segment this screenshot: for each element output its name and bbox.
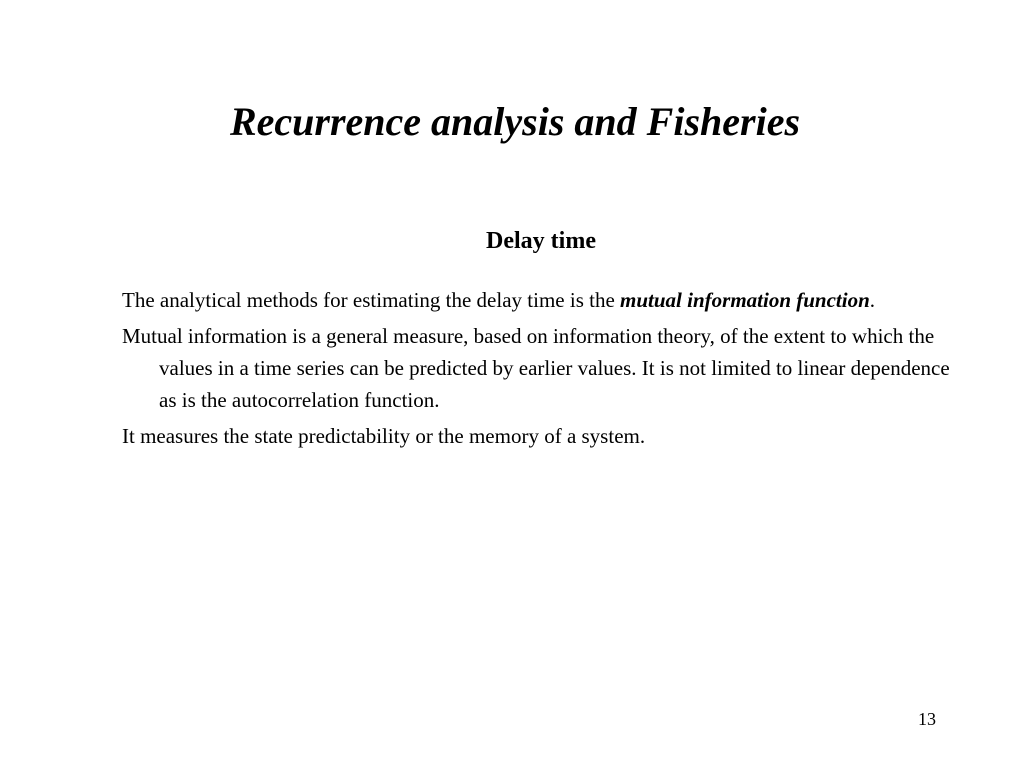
paragraph-text: The analytical methods for estimating the delay time is the	[122, 288, 621, 312]
page-number: 13	[918, 709, 936, 729]
slide-title: Recurrence analysis and Fisheries	[229, 99, 801, 144]
paragraph-mutual-information-definition: Mutual information is a general measure, based on information theory, of the extent to which the values in a time series can be predicted by earlier values. It is not limited to linear dependence as is the autocorrelation function.	[122, 324, 950, 412]
paragraph-state-predictability: It measures the state predictability or the memory of a system.	[122, 424, 646, 448]
section-heading: Delay time	[486, 228, 596, 254]
emphasized-term: mutual information function	[620, 288, 870, 312]
paragraph-mutual-information-method	[122, 284, 952, 316]
paragraph-end: .	[869, 288, 876, 312]
slide-body	[122, 284, 952, 456]
